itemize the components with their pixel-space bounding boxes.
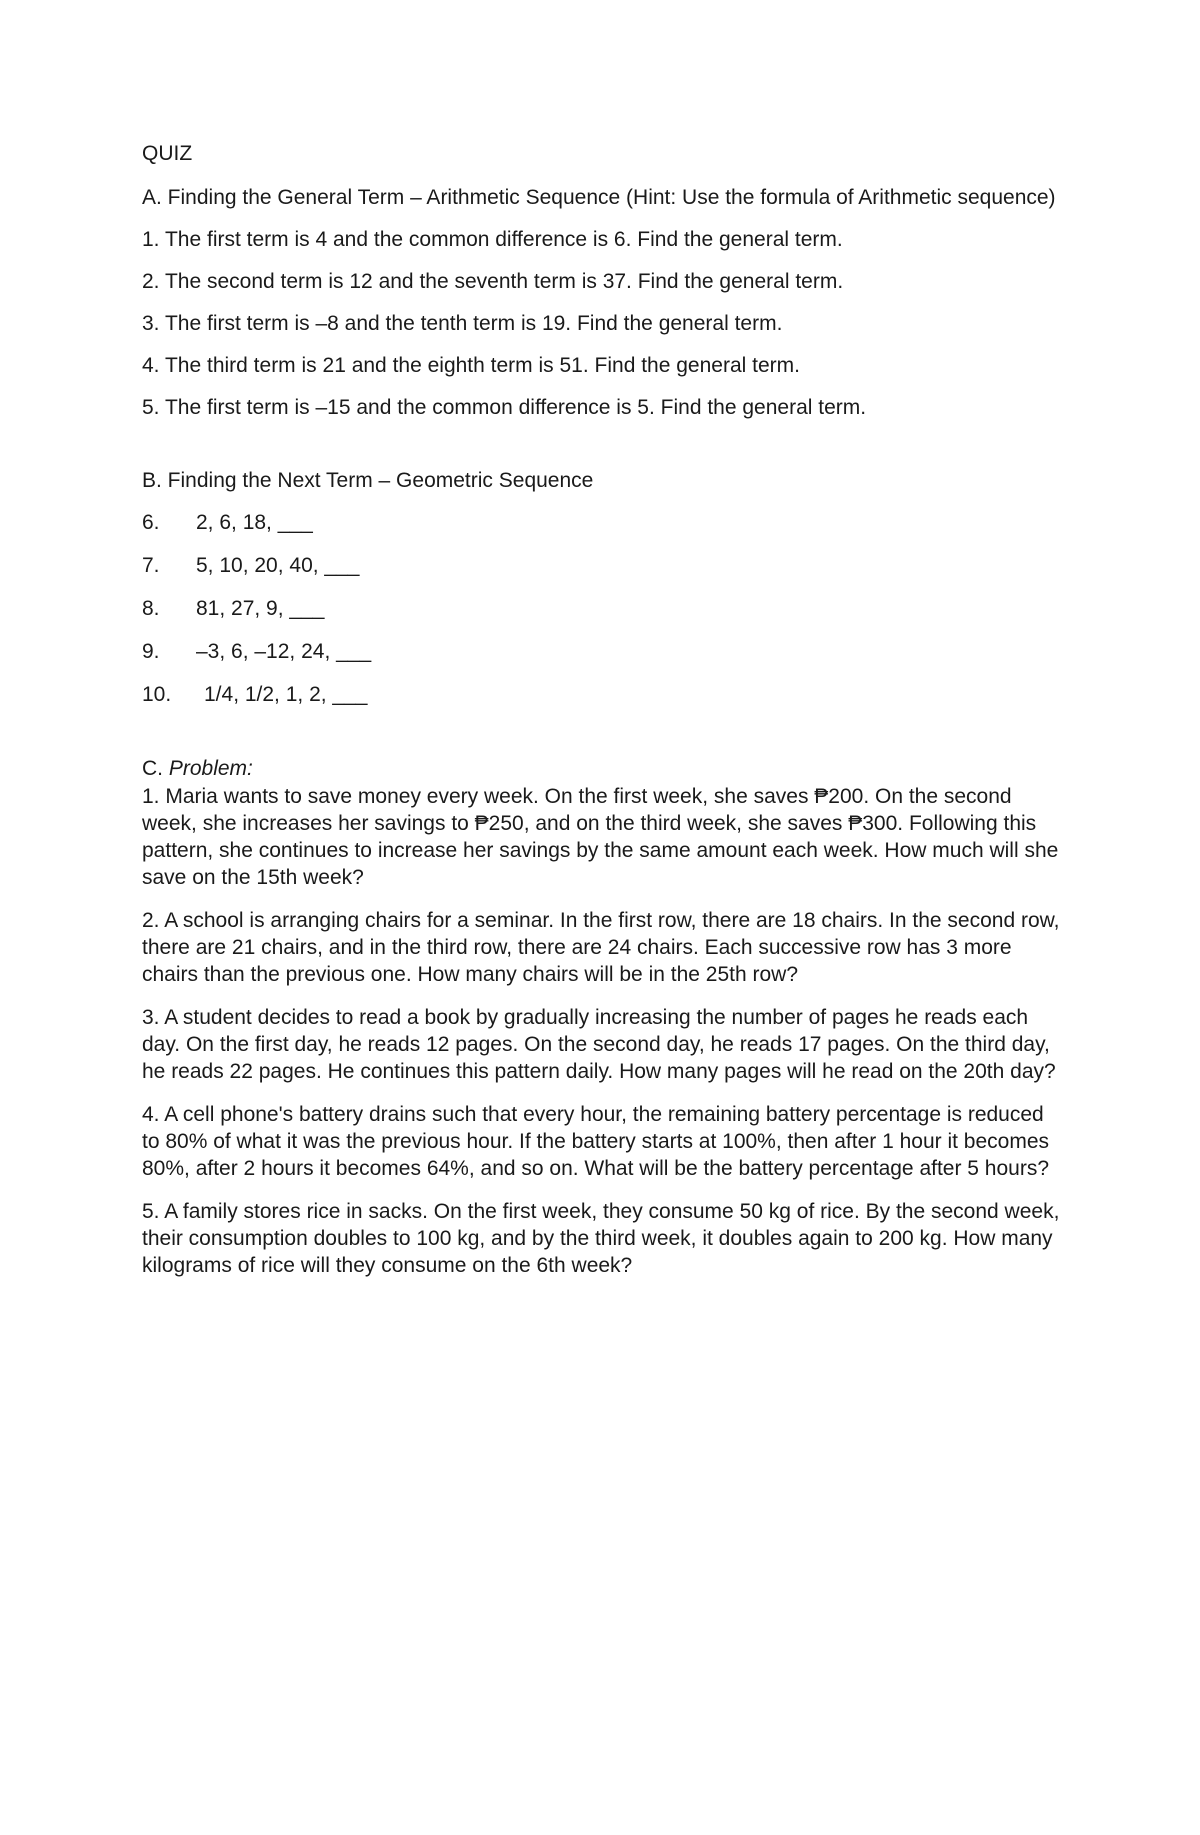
- sequence-number: 10.: [142, 683, 172, 706]
- section-c: [142, 755, 1062, 1279]
- sequence-item-7: [142, 552, 1062, 579]
- problem-5: 5. A family stores rice in sacks. On the first week, they consume 50 kg of rice. By the second week, their consumption doubles to 100 kg, and by the third week, it doubles again to 200 kg. How many kilograms of rice will they consume on the 6th week?: [142, 1200, 1060, 1277]
- sequence-number: 8.: [142, 597, 160, 620]
- section-spacer: [142, 724, 1062, 755]
- sequence-number: 6.: [142, 511, 160, 534]
- section-b: [142, 467, 1062, 708]
- section-b-heading: B. Finding the Next Term – Geometric Sequence: [142, 469, 594, 492]
- section-a-item-5: 5. The first term is –15 and the common difference is 5. Find the general term.: [142, 396, 867, 419]
- section-a-item-2: 2. The second term is 12 and the seventh term is 37. Find the general term.: [142, 270, 844, 293]
- section-c-heading: [142, 755, 1062, 782]
- section-a-heading: A. Finding the General Term – Arithmetic Sequence (Hint: Use the formula of Arithmetic sequence): [142, 186, 1056, 209]
- section-a-item-1: 1. The first term is 4 and the common difference is 6. Find the general term.: [142, 228, 843, 251]
- section-a-item-3: 3. The first term is –8 and the tenth term is 19. Find the general term.: [142, 312, 783, 335]
- section-a: [142, 184, 1062, 421]
- problem-2: 2. A school is arranging chairs for a seminar. In the first row, there are 18 chairs. In the second row, there are 21 chairs, and in the third row, there are 24 chairs. Each successive row has 3 more chairs than the previous one. How many chairs will be in the 25th row?: [142, 909, 1060, 986]
- document-body: [142, 140, 1062, 1295]
- sequence-terms: 2, 6, 18, ___: [196, 511, 313, 534]
- problem-4: 4. A cell phone's battery drains such that every hour, the remaining battery percentage is reduced to 80% of what it was the previous hour. If the battery starts at 100%, then after 1 hour it becomes 80%, after 2 hours it becomes 64%, and so on. What will be the battery percentage after 5 hours?: [142, 1103, 1050, 1180]
- page-title: QUIZ: [142, 142, 193, 165]
- sequence-item-6: [142, 509, 1062, 536]
- sequence-number: 7.: [142, 554, 160, 577]
- sequence-terms: 81, 27, 9, ___: [196, 597, 325, 620]
- sequence-item-9: [142, 638, 1062, 665]
- section-c-prefix: C.: [142, 757, 169, 780]
- sequence-item-10: [142, 681, 1062, 708]
- sequence-terms: –3, 6, –12, 24, ___: [196, 640, 372, 663]
- section-c-label: Problem:: [168, 757, 253, 780]
- sequence-number: 9.: [142, 640, 160, 663]
- sequence-terms: 5, 10, 20, 40, ___: [196, 554, 360, 577]
- section-a-item-4: 4. The third term is 21 and the eighth term is 51. Find the general term.: [142, 354, 800, 377]
- problem-1: 1. Maria wants to save money every week. On the first week, she saves ₱200. On the second week, she increases her savings to ₱250, and on the third week, she saves ₱300. Following this pattern, she continues to increase her savings by the same amount each week. How much will she save on the 15th week?: [142, 785, 1059, 889]
- problem-3: 3. A student decides to read a book by gradually increasing the number of pages he reads each day. On the first day, he reads 12 pages. On the second day, he reads 17 pages. On the third day, he reads 22 pages. He continues this pattern daily. How many pages will he read on the 20th day?: [142, 1006, 1056, 1083]
- sequence-terms: 1/4, 1/2, 1, 2, ___: [204, 683, 368, 706]
- sequence-item-8: [142, 595, 1062, 622]
- section-spacer: [142, 436, 1062, 467]
